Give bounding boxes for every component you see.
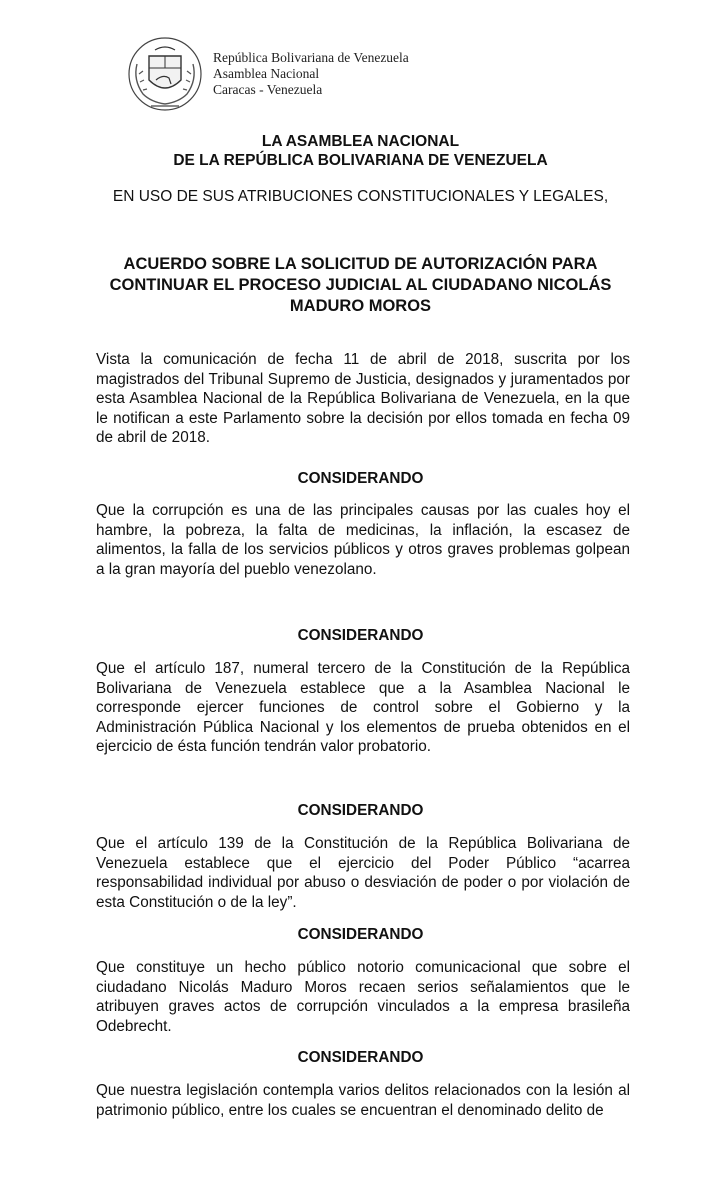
coat-of-arms-icon	[125, 34, 205, 114]
considerando-text-2: Que el artículo 187, numeral tercero de la Constitución de la República Bolivariana de Venezuela establece que a la Asamblea Nacional le corresponde ejercer funciones de control sobre el Gobierno y la Administración Pública Nacional y los elementos de prueba obtenidos en el ejercicio de ésta función tendrán valor probatorio.	[96, 660, 630, 755]
letterhead-city: Caracas - Venezuela	[213, 82, 323, 97]
considerando-text-5: Que nuestra legislación contempla varios delitos relacionados con la lesión al patrimonio público, entre los cuales se encuentran el denominado delito de	[96, 1082, 630, 1119]
letterhead-country: República Bolivariana de Venezuela	[213, 50, 409, 65]
attributions-line: EN USO DE SUS ATRIBUCIONES CONSTITUCIONALES Y LEGALES,	[112, 188, 609, 205]
letterhead-institution: Asamblea Nacional	[213, 66, 320, 81]
agreement-title-line2: CONTINUAR EL PROCESO JUDICIAL AL CIUDADANO NICOLÁS	[109, 276, 612, 294]
letterhead-text	[213, 50, 409, 98]
considerando-text-4: Que constituye un hecho público notorio comunicacional que sobre el ciudadano Nicolás Maduro Moros recaen serios señalamientos que le atribuyen graves actos de corrupción vinculados a la empresa brasileña Odebrecht.	[96, 959, 630, 1035]
intro-paragraph: Vista la comunicación de fecha 11 de abril de 2018, suscrita por los magistrados del Tribunal Supremo de Justicia, designados y juramentados por esta Asamblea Nacional de la República Bolivariana de Venezuela, en la que le notifican a este Parlamento sobre la decisión por ellos tomada en fecha 09 de abril de 2018.	[96, 351, 630, 446]
considerando-heading-3: CONSIDERANDO	[297, 802, 424, 819]
considerando-heading-2: CONSIDERANDO	[297, 627, 424, 644]
agreement-title	[70, 254, 651, 317]
agreement-title-line1: ACUERDO SOBRE LA SOLICITUD DE AUTORIZACIÓN PARA	[123, 255, 598, 273]
letterhead	[120, 30, 540, 120]
document-title-line1: LA ASAMBLEA NACIONAL	[261, 133, 460, 150]
considerando-heading-1: CONSIDERANDO	[297, 470, 424, 487]
document-title	[0, 132, 721, 170]
considerando-heading-4: CONSIDERANDO	[297, 926, 424, 943]
agreement-title-line3: MADURO MOROS	[289, 297, 432, 315]
considerando-heading-5: CONSIDERANDO	[297, 1049, 424, 1066]
considerando-text-1: Que la corrupción es una de las principales causas por las cuales hoy el hambre, la pobreza, la falta de medicinas, la inflación, la escasez de alimentos, la falla de los servicios públicos y otros graves problemas golpean a la gran mayoría del pueblo venezolano.	[96, 502, 630, 578]
document-title-line2: DE LA REPÚBLICA BOLIVARIANA DE VENEZUELA	[173, 152, 548, 169]
considerando-text-3: Que el artículo 139 de la Constitución de la República Bolivariana de Venezuela establece que el ejercicio del Poder Público “acarrea responsabilidad individual por abuso o desviación de poder o por violación de esta Constitución o de la ley”.	[96, 835, 630, 911]
